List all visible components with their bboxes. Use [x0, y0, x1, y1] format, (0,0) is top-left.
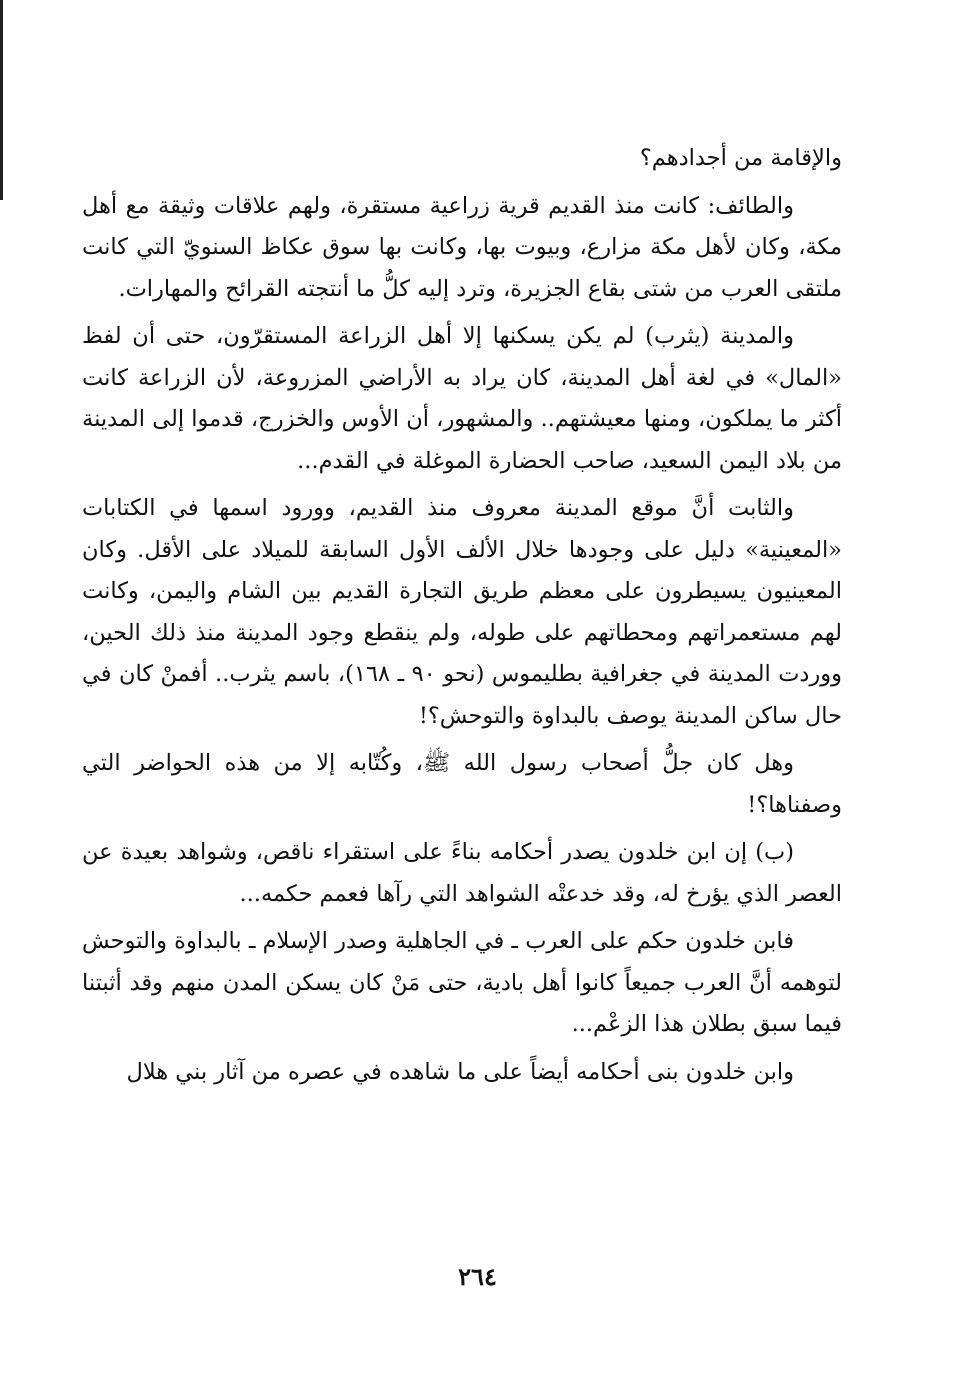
page-body	[82, 138, 842, 1099]
paragraph-madina-location: والثابت أنَّ موقع المدينة معروف منذ القديم، وورود اسمها في الكتابات «المعينية» دليل على وجودها خلال الألف الأول السابقة للميلاد على الأقل. وكان المعينيون يسيطرون على معظم طريق التجارة القديم بين الشام واليمن، وكانت لهم مستعمراتهم ومحطاتهم على طوله، ولم ينقطع وجود المدينة منذ ذلك الحين، ووردت المدينة في جغرافية بطليموس (نحو ٩٠ ـ ١٦٨)، باسم يثرب.. أفمنْ كان في حال ساكن المدينة يوصف بالبداوة والتوحش؟!	[82, 495, 842, 729]
paragraph-ibn-khaldun-b: (ب) إن ابن خلدون يصدر أحكامه بناءً على استقراء ناقص، وشواهد بعيدة عن العصر الذي يؤرخ له، وقد خدعتْه الشواهد التي رآها فعمم حكمه...	[82, 839, 842, 907]
paragraph-madina: والمدينة (يثرب) لم يكن يسكنها إلا أهل الزراعة المستقرّون، حتى أن لفظ «المال» في لغة أهل المدينة، كان يراد به الأراضي المزروعة، لأن الزراعة كانت أكثر ما يملكون، ومنها معيشتهم.. والمشهور، أن الأوس والخزرج، قدموا إلى المدينة من بلاد اليمن السعيد، صاحب الحضارة الموغلة في القدم...	[82, 323, 842, 474]
page-edge-rule	[0, 0, 3, 200]
paragraph-bani-hilal: وابن خلدون بنى أحكامه أيضاً على ما شاهده في عصره من آثار بني هلال	[126, 1058, 794, 1085]
paragraph-continuation: والإقامة من أجدادهم؟	[639, 145, 842, 171]
page-number: ٢٦٤	[458, 1262, 497, 1291]
paragraph-companions: وهل كان جلُّ أصحاب رسول الله ﷺ، وكُتّابه إلا من هذه الحواضر التي وصفناها؟!	[82, 750, 842, 818]
paragraph-taif: والطائف: كانت منذ القديم قرية زراعية مستقرة، ولهم علاقات وثيقة مع أهل مكة، وكان لأهل مكة مزارع، وبيوت بها، وكانت بها سوق عكاظ السنويّ التي كانت ملتقى العرب من شتى بقاع الجزيرة، وترد إليه كلُّ ما أنتجته القرائح والمهارات.	[82, 192, 842, 302]
paragraph-ibn-khaldun-judgment: فابن خلدون حكم على العرب ـ في الجاهلية وصدر الإسلام ـ بالبداوة والتوحش لتوهمه أنَّ العرب جميعاً كانوا أهل بادية، حتى مَنْ كان يسكن المدن منهم وقد أثبتنا فيما سبق بطلان هذا الزعْم...	[82, 928, 842, 1037]
